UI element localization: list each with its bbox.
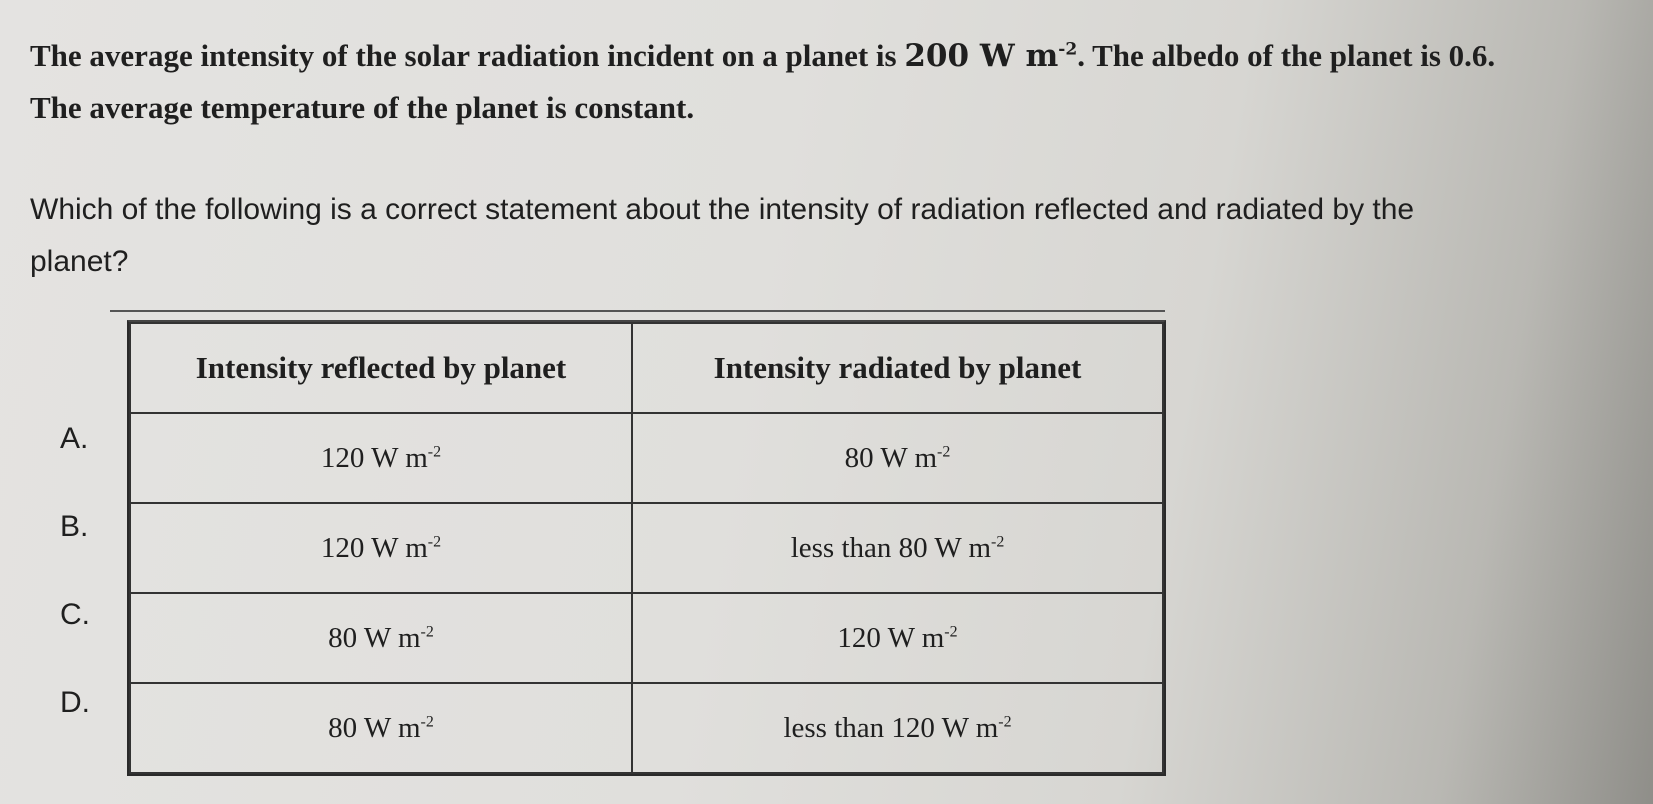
stem-text-end: . The albedo of the planet is 0.6. The average temperature of the planet is constant.	[30, 38, 1496, 125]
header-radiated: Intensity radiated by planet	[632, 323, 1163, 413]
option-letter-b: B.	[60, 510, 89, 543]
radiated-cell: less than 120 W $m^{-2}$	[632, 683, 1163, 773]
radiated-cell: less than 80 W $m^{-2}$	[632, 503, 1163, 593]
table-top-border	[110, 310, 1165, 312]
option-letter-c: C.	[60, 598, 90, 631]
table-row	[130, 683, 1163, 773]
question-prompt: Which of the following is a correct statement about the intensity of radiation reflected and radiated by the planet?	[30, 193, 1415, 278]
table-row	[130, 593, 1163, 683]
stem-text: The average intensity of the solar radiation incident on a planet is	[30, 38, 905, 73]
option-letter-d: D.	[60, 686, 90, 719]
reflected-cell: 80 W $m^{-2}$	[130, 683, 632, 773]
reflected-cell: 120 W $m^{-2}$	[130, 503, 632, 593]
radiated-cell: 120 W $m^{-2}$	[632, 593, 1163, 683]
reflected-cell: 80 W $m^{-2}$	[130, 593, 632, 683]
table-row	[130, 413, 1163, 503]
question-stem	[30, 30, 1510, 134]
header-reflected: Intensity reflected by planet	[130, 323, 632, 413]
option-letter-a: A.	[60, 422, 89, 455]
answer-table	[127, 320, 1166, 776]
table-header-row	[130, 323, 1163, 413]
radiated-cell: 80 W $m^{-2}$	[632, 413, 1163, 503]
table-row	[130, 503, 1163, 593]
question-text	[30, 30, 1510, 288]
stem-value: 200 W $m^{-2}$	[904, 38, 1078, 74]
reflected-cell: 120 W $m^{-2}$	[130, 413, 632, 503]
